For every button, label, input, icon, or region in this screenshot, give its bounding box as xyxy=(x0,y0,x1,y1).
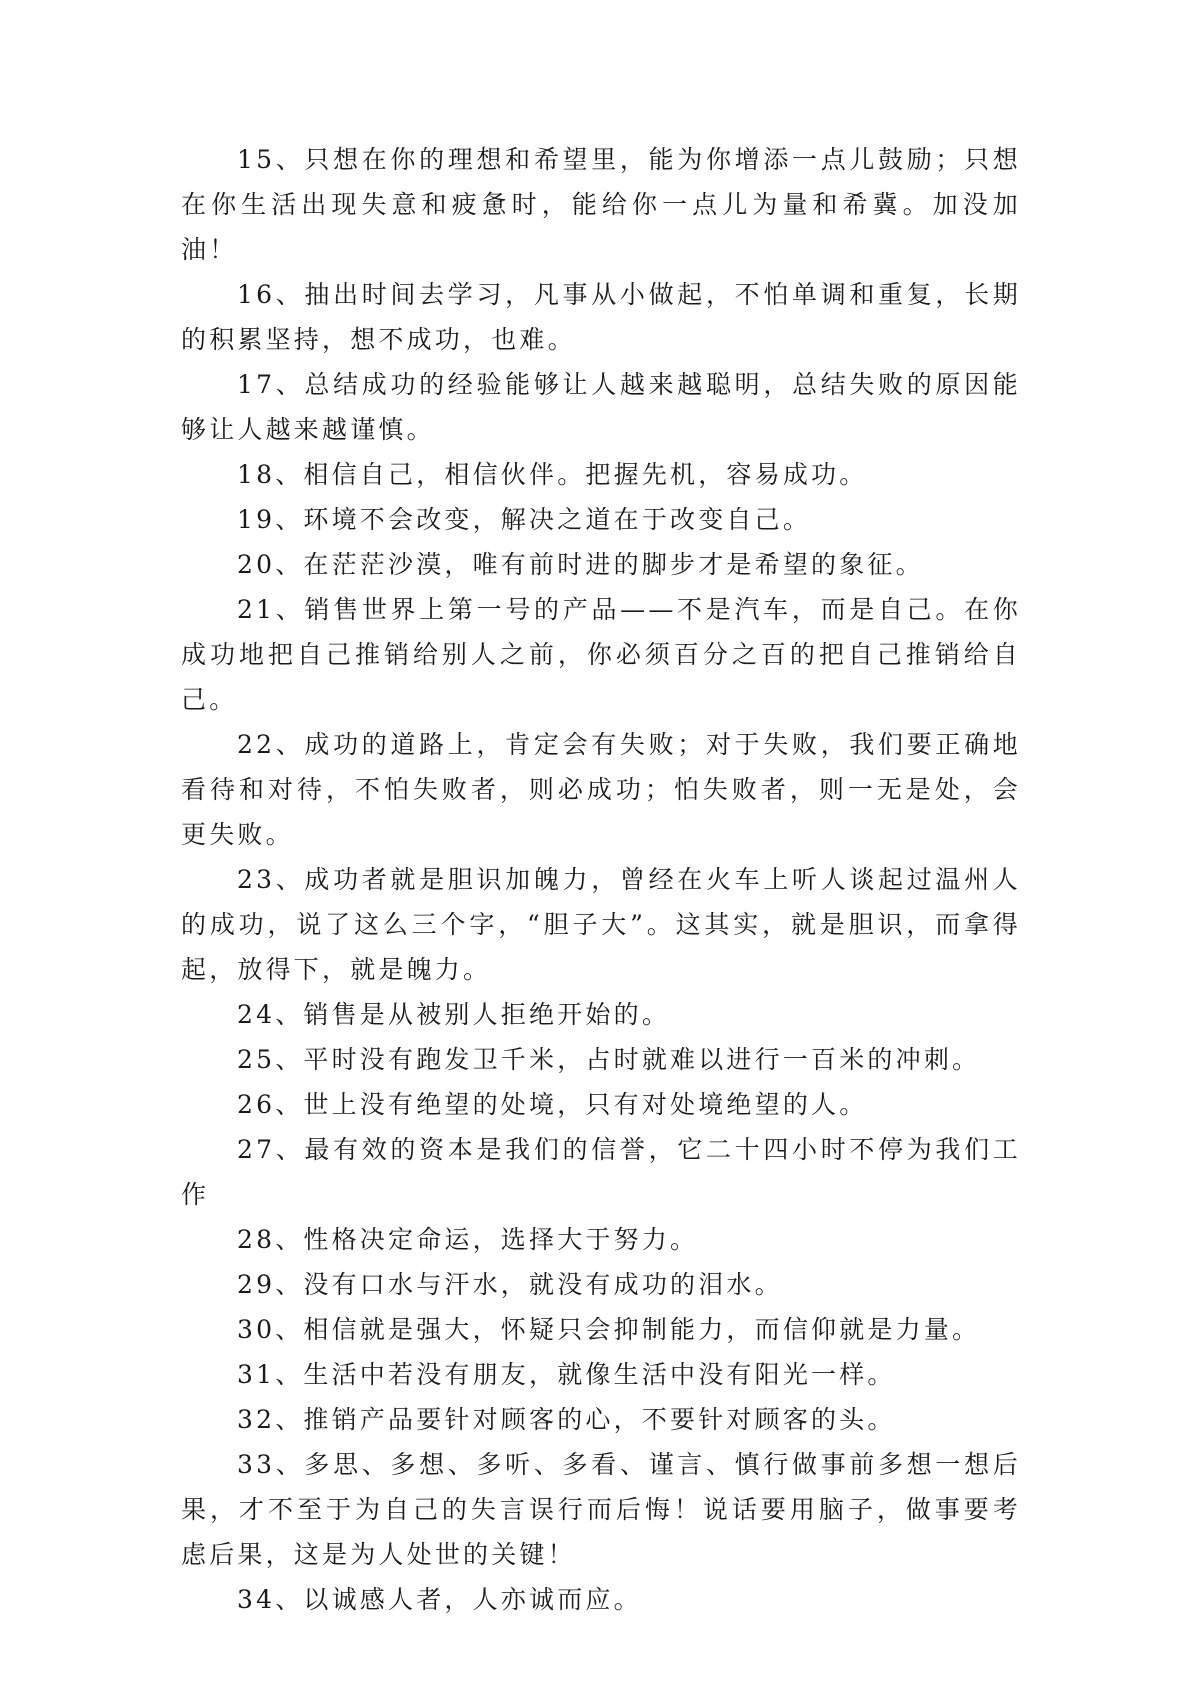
paragraph-34: 34、以诚感人者，人亦诚而应。 xyxy=(237,1585,642,1614)
paragraph-24: 24、销售是从被别人拒绝开始的。 xyxy=(237,1000,671,1029)
paragraph-21: 21、销售世界上第一号的产品——不是汽车，而是自己。在你成功地把自己推销给别人之前，你必须百分之百的把自己推销给自己。 xyxy=(181,595,1021,714)
paragraph-20: 20、在茫茫沙漠，唯有前时进的脚步才是希望的象征。 xyxy=(237,550,924,579)
paragraph-22: 22、成功的道路上，肯定会有失败；对于失败，我们要正确地看待和对待，不怕失败者，则必成功；怕失败者，则一无是处，会更失败。 xyxy=(181,730,1021,849)
paragraph-19: 19、环境不会改变，解决之道在于改变自己。 xyxy=(237,505,812,534)
paragraph-17: 17、总结成功的经验能够让人越来越聪明，总结失败的原因能够让人越来越谨慎。 xyxy=(181,370,1021,444)
paragraph-25: 25、平时没有跑发卫千米，占时就难以进行一百米的冲刺。 xyxy=(237,1045,981,1074)
paragraph-27: 27、最有效的资本是我们的信誉，它二十四小时不停为我们工作 xyxy=(181,1135,1021,1209)
paragraph-31: 31、生活中若没有朋友，就像生活中没有阳光一样。 xyxy=(237,1360,896,1389)
paragraph-26: 26、世上没有绝望的处境，只有对处境绝望的人。 xyxy=(237,1090,868,1119)
paragraph-33: 33、多思、多想、多听、多看、谨言、慎行做事前多想一想后果，才不至于为自己的失言误行而后悔！说话要用脑子，做事要考虑后果，这是为人处世的关键！ xyxy=(181,1450,1021,1569)
paragraph-16: 16、抽出时间去学习，凡事从小做起，不怕单调和重复，长期的积累坚持，想不成功，也难。 xyxy=(181,280,1021,354)
paragraph-30: 30、相信就是强大，怀疑只会抑制能力，而信仰就是力量。 xyxy=(237,1315,981,1344)
paragraph-15: 15、只想在你的理想和希望里，能为你增添一点儿鼓励；只想在你生活出现失意和疲惫时，能给你一点儿为量和希冀。加没加油！ xyxy=(181,145,1021,264)
paragraph-23: 23、成功者就是胆识加魄力，曾经在火车上听人谈起过温州人的成功，说了这么三个字，“胆子大”。这其实，就是胆识，而拿得起，放得下，就是魄力。 xyxy=(181,865,1021,984)
paragraph-28: 28、性格决定命运，选择大于努力。 xyxy=(237,1225,699,1254)
paragraph-29: 29、没有口水与汗水，就没有成功的泪水。 xyxy=(237,1270,783,1299)
paragraph-32: 32、推销产品要针对顾客的心，不要针对顾客的头。 xyxy=(237,1405,896,1434)
document-page xyxy=(181,137,1021,1622)
paragraph-18: 18、相信自己，相信伙伴。把握先机，容易成功。 xyxy=(237,460,868,489)
